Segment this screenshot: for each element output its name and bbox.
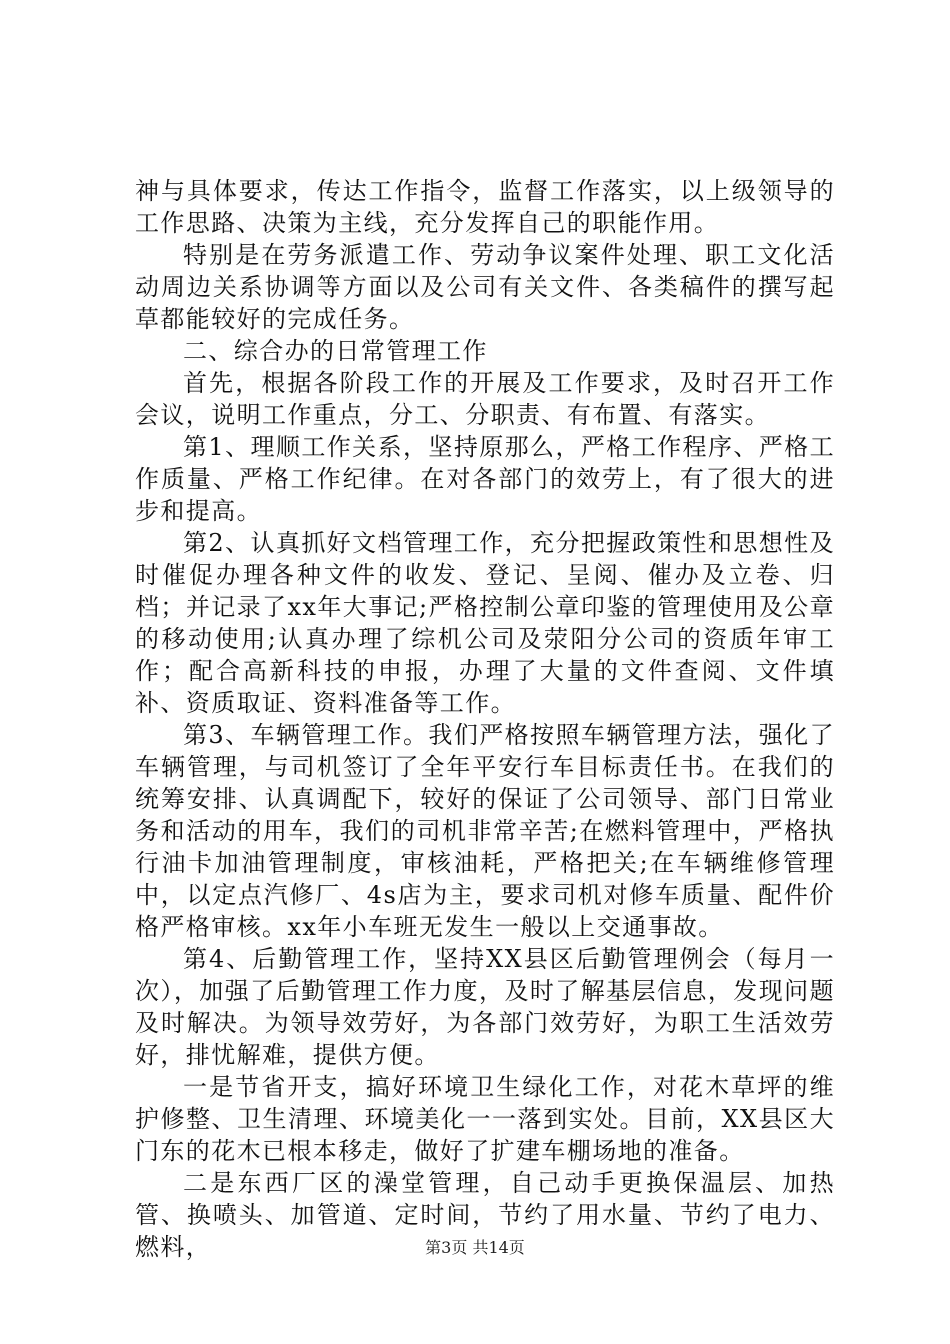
document-body xyxy=(135,175,835,1263)
page-number: 第3页 共14页 xyxy=(425,1238,525,1257)
section-heading: 二、综合办的日常管理工作 xyxy=(183,337,488,365)
paragraph-6: 第3、车辆管理工作。我们严格按照车辆管理方法，强化了车辆管理，与司机签订了全年平安行车目标责任书。在我们的统筹安排、认真调配下，较好的保证了公司领导、部门日常业务和活动的用车，我们的司机非常辛苦;在燃料管理中，严格执行油卡加油管理制度，审核油耗，严格把关;在车辆维修管理中，以定点汽修厂、4s店为主，要求司机对修车质量、配件价格严格审核。xx年小车班无发生一般以上交通事故。 xyxy=(135,721,835,941)
paragraph-3: 首先，根据各阶段工作的开展及工作要求，及时召开工作会议，说明工作重点，分工、分职责、有布置、有落实。 xyxy=(135,369,835,429)
paragraph-1: 神与具体要求，传达工作指令，监督工作落实，以上级领导的工作思路、决策为主线，充分发挥自己的职能作用。 xyxy=(135,177,835,237)
paragraph-4: 第1、理顺工作关系，坚持原那么，严格工作程序、严格工作质量、严格工作纪律。在对各部门的效劳上，有了很大的进步和提高。 xyxy=(135,433,835,525)
paragraph-2: 特别是在劳务派遣工作、劳动争议案件处理、职工文化活动周边关系协调等方面以及公司有关文件、各类稿件的撰写起草都能较好的完成任务。 xyxy=(135,241,835,333)
paragraph-5: 第2、认真抓好文档管理工作，充分把握政策性和思想性及时催促办理各种文件的收发、登记、呈阅、催办及立卷、归档；并记录了xx年大事记;严格控制公章印鉴的管理使用及公章的移动使用;认真办理了综机公司及荥阳分公司的资质年审工作；配合高新科技的申报，办理了大量的文件查阅、文件填补、资质取证、资料准备等工作。 xyxy=(135,529,835,717)
paragraph-9: 二是东西厂区的澡堂管理，自己动手更换保温层、加热管、换喷头、加管道、定时间，节约了用水量、节约了电力、燃料， xyxy=(135,1169,835,1261)
paragraph-8: 一是节省开支，搞好环境卫生绿化工作，对花木草坪的维护修整、卫生清理、环境美化一一落到实处。目前，XX县区大门东的花木已根本移走，做好了扩建车棚场地的准备。 xyxy=(135,1073,835,1165)
paragraph-7: 第4、后勤管理工作，坚持XX县区后勤管理例会（每月一次），加强了后勤管理工作力度，及时了解基层信息，发现问题及时解决。为领导效劳好，为各部门效劳好，为职工生活效劳好，排忧解难，提供方便。 xyxy=(135,945,835,1069)
